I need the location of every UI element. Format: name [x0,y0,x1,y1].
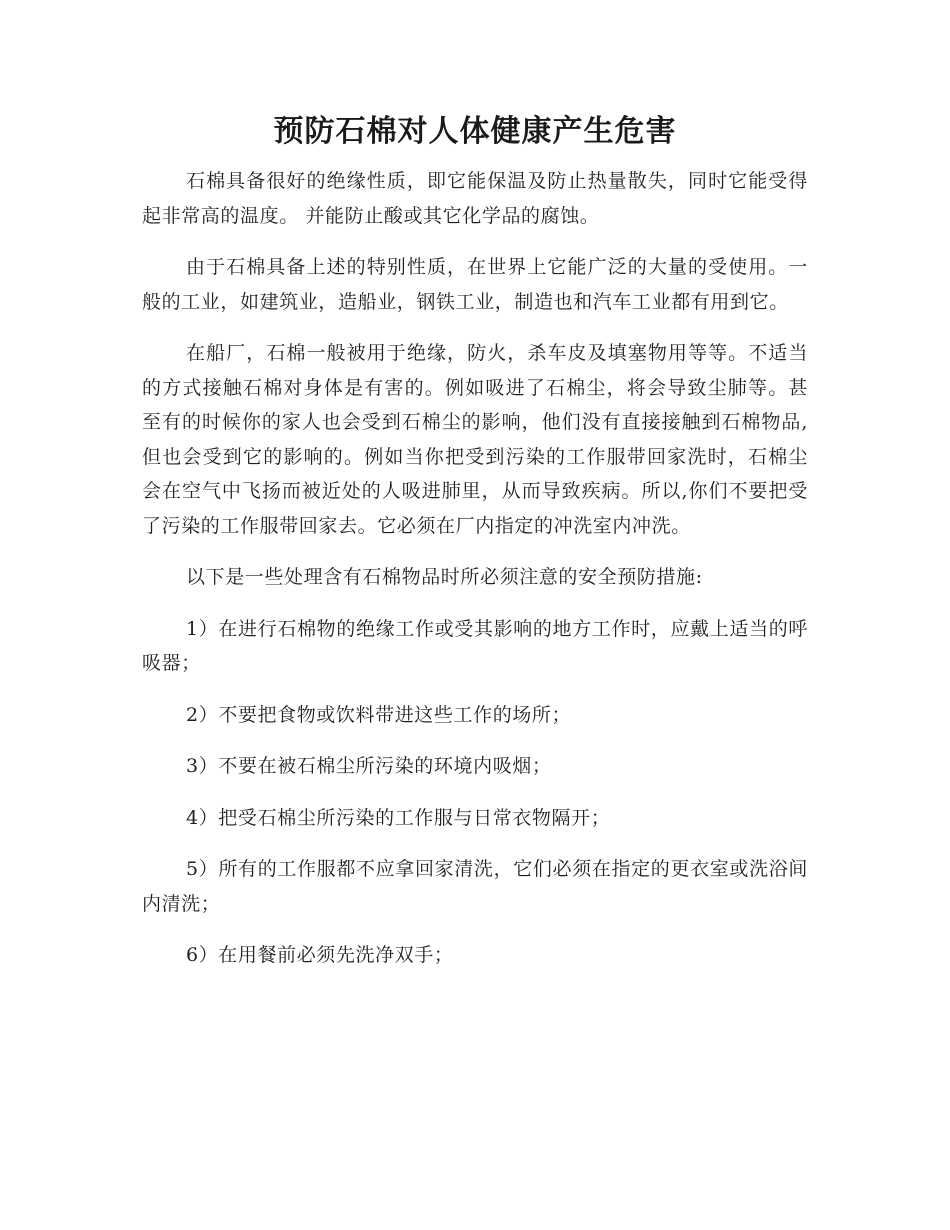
paragraph-usage: 由于石棉具备上述的特别性质，在世界上它能广泛的大量的受使用。一般的工业，如建筑业，造船业，钢铁工业，制造也和汽车工业都有用到它。 [142,256,808,313]
document-title: 预防石棉对人体健康产生危害 [273,114,677,149]
measure-item-6: 6）在用餐前必须先洗净双手； [186,944,454,966]
paragraph-intro: 石棉具备很好的绝缘性质，即它能保温及防止热量散失，同时它能受得起非常高的温度。 并能防止酸或其它化学品的腐蚀。 [142,170,808,227]
measure-item-1: 1）在进行石棉物的绝缘工作或受其影响的地方工作时，应戴上适当的呼吸器； [142,617,808,674]
document-body [142,164,808,990]
paragraph-measures-intro: 以下是一些处理含有石棉物品时所必须注意的安全预防措施: [186,566,703,588]
paragraph-shipyard: 在船厂，石棉一般被用于绝缘，防火，杀车皮及填塞物用等等。不适当的方式接触石棉对身体是有害的。例如吸进了石棉尘，将会导致尘肺等。甚至有的时候你的家人也会受到石棉尘的影响，他们没有直接接触到石棉物品,但也会受到它的影响的。例如当你把受到污染的工作服带回家洗时，石棉尘会在空气中飞扬而被近处的人吸进肺里，从而导致疾病。所以,你们不要把受了污染的工作服带回家去。它必须在厂内指定的冲洗室内冲洗。 [142,342,808,537]
measure-item-3: 3）不要在被石棉尘所污染的环境内吸烟； [186,755,552,777]
measure-item-5: 5）所有的工作服都不应拿回家清洗，它们必须在指定的更衣室或洗浴间内清洗； [142,858,808,915]
measure-item-2: 2）不要把食物或饮料带进这些工作的场所； [186,703,572,726]
measure-item-4: 4）把受石棉尘所污染的工作服与日常衣物隔开； [186,806,611,829]
